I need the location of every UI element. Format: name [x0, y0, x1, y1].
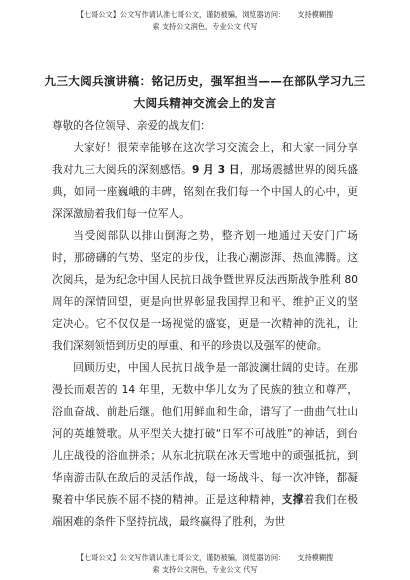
- header-line-2: 索 支持公文润色，专业公文 代写: [152, 22, 258, 31]
- footer-line-1: [0, 552, 410, 564]
- paragraph-3: [52, 357, 358, 533]
- header-notice: 【七哥公文】公文写作请认准七哥公文，谨防被骗，浏览器访问：: [76, 10, 286, 19]
- document-body: [52, 115, 358, 533]
- paragraph-3-text-a: 回顾历史，中国人民抗日战争是一部波澜壮阔的史诗。在那漫长而艰苦的 14 年里，无数中华儿女为了民族的独立和尊严，浴血奋战、前赴后继。他们用鲜血和生命，谱写了一曲曲气壮山河的英雄赞歌。从平型关大捷打破“日军不可战胜”的神话，到台儿庄战役的浴血拼杀；从东北抗联在冰天雪地中的顽强抵抗，到华南游击队在敌后的灵活作战，每一场战斗、每一次冲锋，都凝聚着中华民族不屈不挠的精神。正是这种精神，: [52, 362, 358, 506]
- header-line-1: [0, 9, 410, 21]
- page-header: [0, 9, 410, 33]
- title-line-2: 大阅兵精神交流会上的发言: [133, 96, 277, 110]
- document-title: [30, 70, 380, 114]
- header-search-hint: 支持模糊搜: [297, 10, 334, 19]
- footer-notice: 【七哥公文】公文写作请认准七哥公文，谨防被骗，浏览器访问：: [76, 553, 286, 562]
- greeting: 尊敬的各位领导、亲爱的战友们：: [52, 120, 211, 132]
- footer-line-2: 索 支持公文润色，专业公文 代写: [152, 565, 258, 574]
- support-highlight: 支撑: [281, 494, 304, 506]
- paragraph-1-text-b: ，那场震撼世界的阅兵盛典，如同一座巍峨的丰碑，铭刻在我们每一个中国人的心中，更深深激励着我们每一位军人。: [52, 164, 359, 220]
- page-footer: [0, 552, 410, 576]
- date-highlight: 9 月 3 日: [191, 164, 240, 176]
- title-line-1: 九三大阅兵演讲稿：铭记历史，强军担当——在部队学习九三: [44, 74, 366, 88]
- footer-search-hint: 支持模糊搜: [297, 553, 334, 562]
- paragraph-1: [52, 137, 358, 225]
- paragraph-3-text-b: 着我们在极端困难的条件下坚持抗战，最终赢得了胜利，为世: [52, 494, 359, 528]
- paragraph-1-text-a: 大家好！很荣幸能够在这次学习交流会上，和大家一同分享我对九三大阅兵的深刻感悟。: [52, 142, 358, 176]
- paragraph-2: 当受阅部队以排山倒海之势，整齐划一地通过天安门广场时，那磅礴的气势、坚定的步伐，让我心潮澎湃、热血沸腾。这次阅兵，是为纪念中国人民抗日战争暨世界反法西斯战争胜利 80 周年的深情回望，更是向世界彰显我国捍卫和平、维护正义的坚定决心。它不仅仅是一场视觉的盛宴，更是一次精神的洗礼，让我们深刻领悟到历史的厚重、和平的珍贵以及强军的使命。: [52, 230, 358, 352]
